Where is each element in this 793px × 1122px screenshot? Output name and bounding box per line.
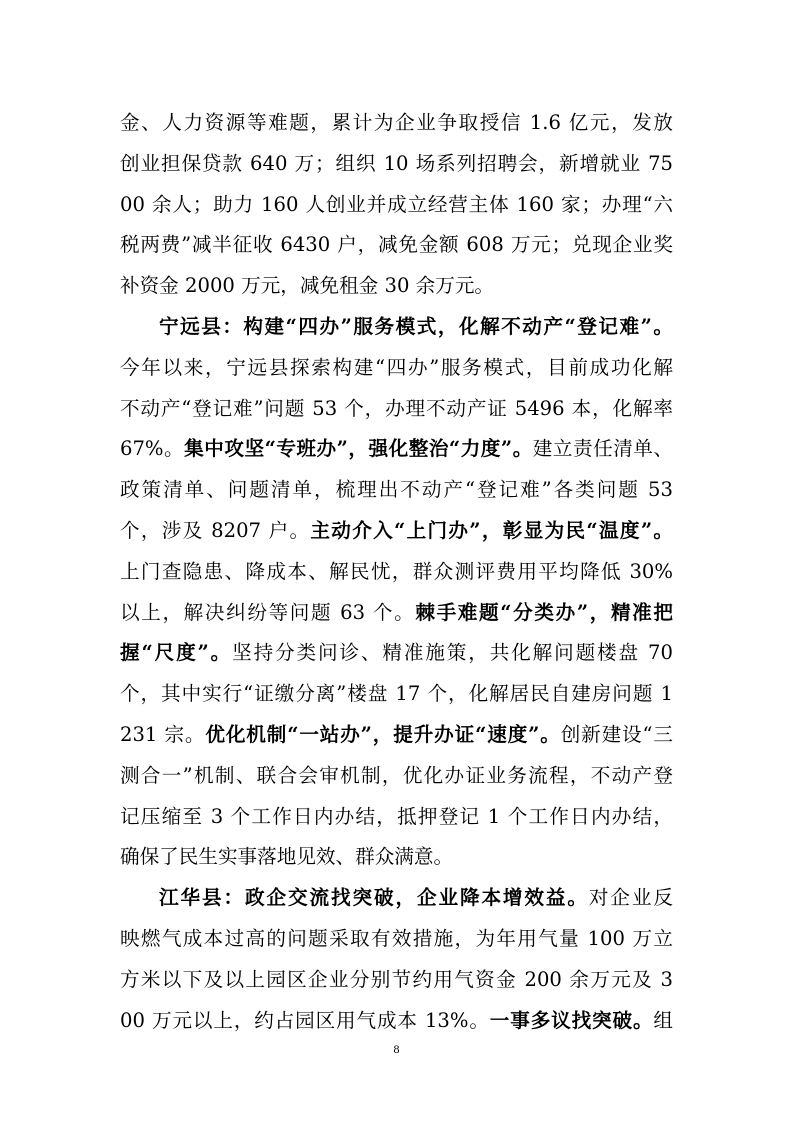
text-line-12: 上门查隐患、降成本、解民忧，群众测评费用平均降低 30% <box>120 559 673 583</box>
bold-phrase: 主动介入“上门办”，彰显为民“温度”。 <box>310 518 673 542</box>
text-line-23: 00 万元以上，约占园区用气成本 13%。一事多议找突破。组 <box>120 1008 673 1032</box>
text-line-19: 确保了民生实事落地见效、群众满意。 <box>120 845 454 869</box>
section-heading-jianghua: 江华县：政企交流找突破，企业降本增效益。对企业反 <box>159 886 674 910</box>
text-line-10: 政策清单、问题清单，梳理出不动产“登记难”各类问题 53 <box>120 478 673 502</box>
bold-phrase: 集中攻坚“专班办”，强化整治“力度”。 <box>184 437 533 461</box>
section-heading-ningyuan: 宁远县：构建“四办”服务模式，化解不动产“登记难”。 <box>159 314 673 338</box>
text-line-8: 不动产“登记难”问题 53 个，办理不动产证 5496 本，化解率 <box>120 396 673 420</box>
text-line-16: 231 宗。优化机制“一站办”，提升办证“速度”。创新建设“三 <box>120 722 673 746</box>
text-line-3: 00 余人；助力 160 人创业并成立经营主体 160 家；办理“六 <box>120 192 673 216</box>
bold-phrase: 优化机制“一站办”，提升办证“速度”。 <box>205 722 561 746</box>
text-line-21: 映燃气成本过高的问题采取有效措施，为年用气量 100 万立 <box>120 926 673 950</box>
text-line-22: 方米以下及以上园区企业分别节约用气资金 200 余万元及 3 <box>120 967 673 991</box>
text-line-18: 记压缩至 3 个工作日内办结，抵押登记 1 个工作日内办结， <box>120 804 673 828</box>
text-line-11: 个，涉及 8207 户。主动介入“上门办”，彰显为民“温度”。 <box>120 518 673 542</box>
bold-phrase: 握“尺度”。 <box>120 641 233 665</box>
text-line-7: 今年以来，宁远县探索构建“四办”服务模式，目前成功化解 <box>120 355 673 379</box>
text-line-4: 税两费”减半征收 6430 户，减免金额 608 万元；兑现企业奖 <box>120 233 673 257</box>
text-line-1: 金、人力资源等难题，累计为企业争取授信 1.6 亿元，发放 <box>120 111 673 134</box>
text-line-17: 测合一”机制、联合会审机制，优化办证业务流程，不动产登 <box>120 763 673 787</box>
body-text <box>120 103 673 1041</box>
text-line-14: 握“尺度”。坚持分类问诊、精准施策，共化解问题楼盘 70 <box>120 641 673 665</box>
text-line-2: 创业担保贷款 640 万；组织 10 场系列招聘会，新增就业 75 <box>120 151 673 175</box>
text-line-15: 个，其中实行“证缴分离”楼盘 17 个，化解居民自建房问题 1 <box>120 682 673 706</box>
text-line-13: 以上，解决纠纷等问题 63 个。棘手难题“分类办”，精准把 <box>120 600 674 624</box>
page-number: 8 <box>393 1042 400 1056</box>
bold-phrase: 棘手难题“分类办”，精准把 <box>415 600 674 624</box>
bold-phrase: 一事多议找突破。 <box>489 1008 654 1032</box>
text-line-5: 补资金 2000 万元，减免租金 30 余万元。 <box>120 274 495 298</box>
text-line-9: 67%。集中攻坚“专班办”，强化整治“力度”。建立责任清单、 <box>120 437 673 461</box>
